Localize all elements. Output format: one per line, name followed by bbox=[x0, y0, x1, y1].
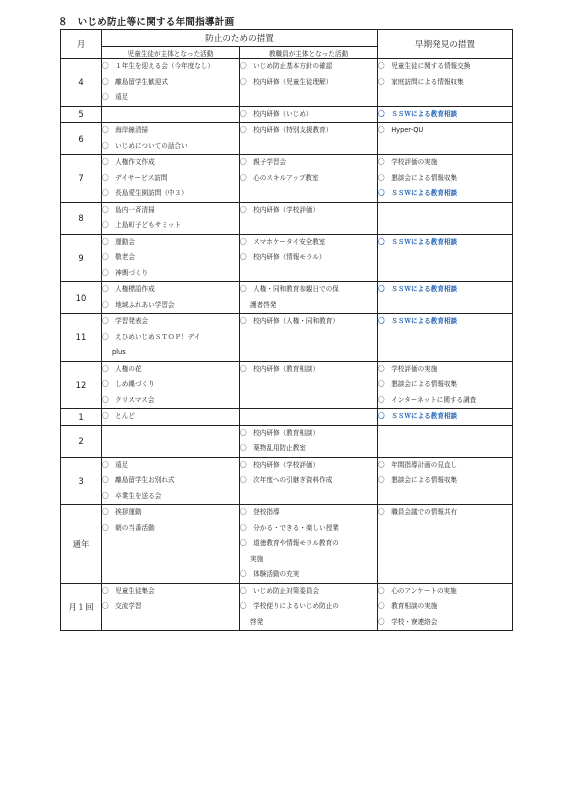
activity-item: 〇 長島愛生園訪問（中３） bbox=[102, 189, 188, 197]
plan-row bbox=[61, 202, 513, 234]
activity-item: 〇 児童生徒に関する情報交換 bbox=[378, 62, 471, 70]
activity-item: 〇 校内研修（情報モラル） bbox=[240, 253, 326, 261]
plan-row bbox=[61, 457, 513, 505]
activity-item: 〇 いじめ防止対策委員会 bbox=[240, 586, 320, 595]
activity-item: 〇 薬物乱用防止教室 bbox=[240, 444, 306, 452]
plan-row bbox=[61, 314, 513, 362]
activity-item: 〇 クリスマス会 bbox=[102, 395, 155, 404]
activity-item: 〇 心のスキルアップ教室 bbox=[240, 173, 319, 182]
plan-row bbox=[61, 425, 513, 457]
activity-item: 〇 えひめいじめＳＴＯＰ！デイ bbox=[102, 332, 201, 341]
activity-item: 〇 学校評価の実施 bbox=[378, 364, 438, 373]
activity-item: 〇 体験活動の充実 bbox=[240, 570, 300, 578]
students-activity-cell bbox=[102, 155, 240, 203]
month-cell: 1 bbox=[61, 409, 102, 426]
month-cell: 11 bbox=[61, 314, 102, 362]
activity-item: 〇 校内研修（学校評価） bbox=[240, 205, 320, 214]
teachers-activity-cell bbox=[240, 234, 378, 282]
early-activity-cell bbox=[378, 123, 513, 155]
activity-item: 〇 人権の花 bbox=[102, 364, 142, 373]
teachers-activity-cell bbox=[240, 123, 378, 155]
teachers-activity-cell bbox=[240, 457, 378, 505]
activity-item: 〇 家庭訪問による情報収集 bbox=[378, 77, 464, 86]
month-cell: 9 bbox=[61, 234, 102, 282]
early-activity-cell bbox=[378, 202, 513, 234]
activity-item: 〇 心のアンケートの実施 bbox=[378, 586, 457, 595]
activity-item: 〇 スマホケータイ安全教室 bbox=[240, 237, 326, 246]
activity-item: 〇 いじめ防止基本方針の確認 bbox=[240, 62, 333, 70]
activity-item: 〇 ＳＳＷによる教育相談 bbox=[378, 285, 458, 293]
activity-item: 〇 インターネットに関する調査 bbox=[378, 395, 477, 404]
activity-item: 啓発 bbox=[250, 617, 264, 626]
students-activity-cell bbox=[102, 282, 240, 314]
students-activity-cell bbox=[102, 409, 240, 426]
activity-item: 〇 １年生を迎える会（今年度なし） bbox=[102, 62, 215, 70]
students-activity-cell bbox=[102, 202, 240, 234]
header-teacher-activities: 教職員が主体となった活動 bbox=[240, 47, 378, 59]
plan-row bbox=[61, 59, 513, 107]
plan-row bbox=[61, 361, 513, 409]
teachers-activity-cell bbox=[240, 505, 378, 584]
activity-item: 〇 校内研修（いじめ） bbox=[240, 109, 313, 118]
activity-item: 〇 遠足 bbox=[102, 93, 129, 101]
teachers-activity-cell bbox=[240, 409, 378, 426]
month-cell: 3 bbox=[61, 457, 102, 505]
month-cell: 8 bbox=[61, 202, 102, 234]
activity-item: 〇 交流学習 bbox=[102, 602, 142, 610]
activity-item: 〇 ＳＳＷによる教育相談 bbox=[378, 237, 458, 246]
activity-item: 〇 懇談会による情報収集 bbox=[378, 476, 458, 484]
activity-item: 〇 しめ縄づくり bbox=[102, 380, 155, 388]
activity-item: 〇 デイサービス訪問 bbox=[102, 173, 168, 182]
month-cell: 6 bbox=[61, 123, 102, 155]
activity-item: 〇 道徳教育や情報モラル教育の bbox=[240, 539, 339, 547]
activity-item: plus bbox=[112, 348, 126, 356]
activity-item: 〇 ＳＳＷによる教育相談 bbox=[378, 317, 458, 325]
activity-item: 〇 人権作文作成 bbox=[102, 158, 155, 166]
activity-item: 〇 校内研修（特別支援教育） bbox=[240, 126, 333, 134]
early-activity-cell bbox=[378, 409, 513, 426]
students-activity-cell bbox=[102, 457, 240, 505]
activity-item: 〇 校内研修（児童生徒理解） bbox=[240, 77, 333, 86]
month-cell: 5 bbox=[61, 106, 102, 123]
activity-item: 〇 校内研修（学校評価） bbox=[240, 460, 320, 469]
students-activity-cell bbox=[102, 425, 240, 457]
activity-item: 〇 とんど bbox=[102, 412, 135, 420]
early-activity-cell bbox=[378, 457, 513, 505]
activity-item: 〇 ＳＳＷによる教育相談 bbox=[378, 109, 458, 118]
header-early-detection: 早期発見の措置 bbox=[378, 30, 513, 59]
month-cell: 2 bbox=[61, 425, 102, 457]
plan-row bbox=[61, 505, 513, 584]
header-month: 月 bbox=[61, 30, 102, 59]
plan-row bbox=[61, 106, 513, 123]
activity-item: 〇 懇談会による情報収集 bbox=[378, 380, 458, 388]
activity-item: 〇 神輿づくり bbox=[102, 268, 149, 277]
month-cell: 通年 bbox=[61, 505, 102, 584]
activity-item: 〇 挨拶運動 bbox=[102, 508, 142, 516]
plan-row bbox=[61, 282, 513, 314]
activity-item: 〇 学校便りによるいじめ防止の bbox=[240, 602, 339, 610]
plan-row bbox=[61, 234, 513, 282]
activity-item: 実施 bbox=[250, 554, 264, 563]
early-activity-cell bbox=[378, 59, 513, 107]
activity-item: 〇 人権・同和教育参観日での保 bbox=[240, 285, 339, 293]
activity-item: 〇 卒業生を送る会 bbox=[102, 491, 162, 500]
activity-item: 〇 年間指導計画の見直し bbox=[378, 460, 458, 469]
annual-guidance-plan-table bbox=[60, 29, 513, 631]
header-student-activities: 児童生徒が主体となった活動 bbox=[102, 47, 240, 59]
teachers-activity-cell bbox=[240, 202, 378, 234]
activity-item: 〇 学校・寮連絡会 bbox=[378, 617, 438, 626]
activity-item: 〇 朝の当番活動 bbox=[102, 523, 155, 532]
activity-item: 〇 職員会議での情報共有 bbox=[378, 508, 458, 516]
month-cell: 12 bbox=[61, 361, 102, 409]
activity-item: 〇 ＳＳＷによる教育相談 bbox=[378, 412, 458, 420]
activity-item: 〇 教育相談の実施 bbox=[378, 602, 438, 610]
activity-item: 〇 離島留学生歓迎式 bbox=[102, 77, 168, 86]
teachers-activity-cell bbox=[240, 59, 378, 107]
month-cell: 月１回 bbox=[61, 583, 102, 631]
students-activity-cell bbox=[102, 361, 240, 409]
teachers-activity-cell bbox=[240, 425, 378, 457]
teachers-activity-cell bbox=[240, 106, 378, 123]
activity-item: 〇 上島町子どもサミット bbox=[102, 221, 181, 229]
teachers-activity-cell bbox=[240, 155, 378, 203]
teachers-activity-cell bbox=[240, 282, 378, 314]
students-activity-cell bbox=[102, 123, 240, 155]
teachers-activity-cell bbox=[240, 583, 378, 631]
activity-item: 〇 離島留学生お別れ式 bbox=[102, 476, 175, 484]
plan-row bbox=[61, 123, 513, 155]
early-activity-cell bbox=[378, 314, 513, 362]
page-title: ８ いじめ防止等に関する年間指導計画 bbox=[58, 17, 235, 28]
activity-item: 〇 学習発表会 bbox=[102, 317, 149, 325]
students-activity-cell bbox=[102, 106, 240, 123]
students-activity-cell bbox=[102, 583, 240, 631]
activity-item: 〇 運動会 bbox=[102, 237, 135, 246]
activity-item: 〇 分かる・できる・楽しい授業 bbox=[240, 523, 339, 532]
activity-item: 〇 島内一斉清掃 bbox=[102, 205, 155, 214]
early-activity-cell bbox=[378, 583, 513, 631]
early-activity-cell bbox=[378, 505, 513, 584]
early-activity-cell bbox=[378, 361, 513, 409]
activity-item: 〇 Hyper-QU bbox=[378, 126, 424, 134]
plan-row bbox=[61, 583, 513, 631]
activity-item: 〇 地域ふれあい学習会 bbox=[102, 300, 175, 309]
activity-item: 〇 ＳＳＷによる教育相談 bbox=[378, 189, 458, 197]
activity-item: 〇 児童生徒集会 bbox=[102, 586, 155, 595]
month-cell: 7 bbox=[61, 155, 102, 203]
activity-item: 〇 校内研修（教育相談） bbox=[240, 364, 320, 373]
students-activity-cell bbox=[102, 59, 240, 107]
activity-item: 〇 親子学習会 bbox=[240, 158, 287, 166]
teachers-activity-cell bbox=[240, 314, 378, 362]
activity-item: 〇 遠足 bbox=[102, 460, 129, 469]
early-activity-cell bbox=[378, 282, 513, 314]
plan-row bbox=[61, 155, 513, 203]
plan-row bbox=[61, 409, 513, 426]
students-activity-cell bbox=[102, 234, 240, 282]
early-activity-cell bbox=[378, 234, 513, 282]
month-cell: 4 bbox=[61, 59, 102, 107]
activity-item: 護者啓発 bbox=[250, 300, 277, 309]
activity-item: 〇 次年度への引継ぎ資料作成 bbox=[240, 476, 333, 484]
header-prevention: 防止のための措置 bbox=[102, 30, 378, 47]
teachers-activity-cell bbox=[240, 361, 378, 409]
activity-item: 〇 敬老会 bbox=[102, 253, 135, 261]
activity-item: 〇 登校指導 bbox=[240, 508, 280, 516]
early-activity-cell bbox=[378, 155, 513, 203]
plan-body bbox=[61, 59, 513, 631]
students-activity-cell bbox=[102, 314, 240, 362]
activity-item: 〇 校内研修（教育相談） bbox=[240, 428, 320, 437]
activity-item: 〇 校内研修（人権・同和教育） bbox=[240, 317, 339, 325]
early-activity-cell bbox=[378, 106, 513, 123]
students-activity-cell bbox=[102, 505, 240, 584]
activity-item: 〇 学校評価の実施 bbox=[378, 158, 438, 166]
activity-item: 〇 懇談会による情報収集 bbox=[378, 173, 458, 182]
activity-item: 〇 人権標語作成 bbox=[102, 285, 155, 293]
early-activity-cell bbox=[378, 425, 513, 457]
activity-item: 〇 いじめについての話合い bbox=[102, 141, 188, 150]
activity-item: 〇 海岸線清掃 bbox=[102, 126, 149, 134]
month-cell: 10 bbox=[61, 282, 102, 314]
